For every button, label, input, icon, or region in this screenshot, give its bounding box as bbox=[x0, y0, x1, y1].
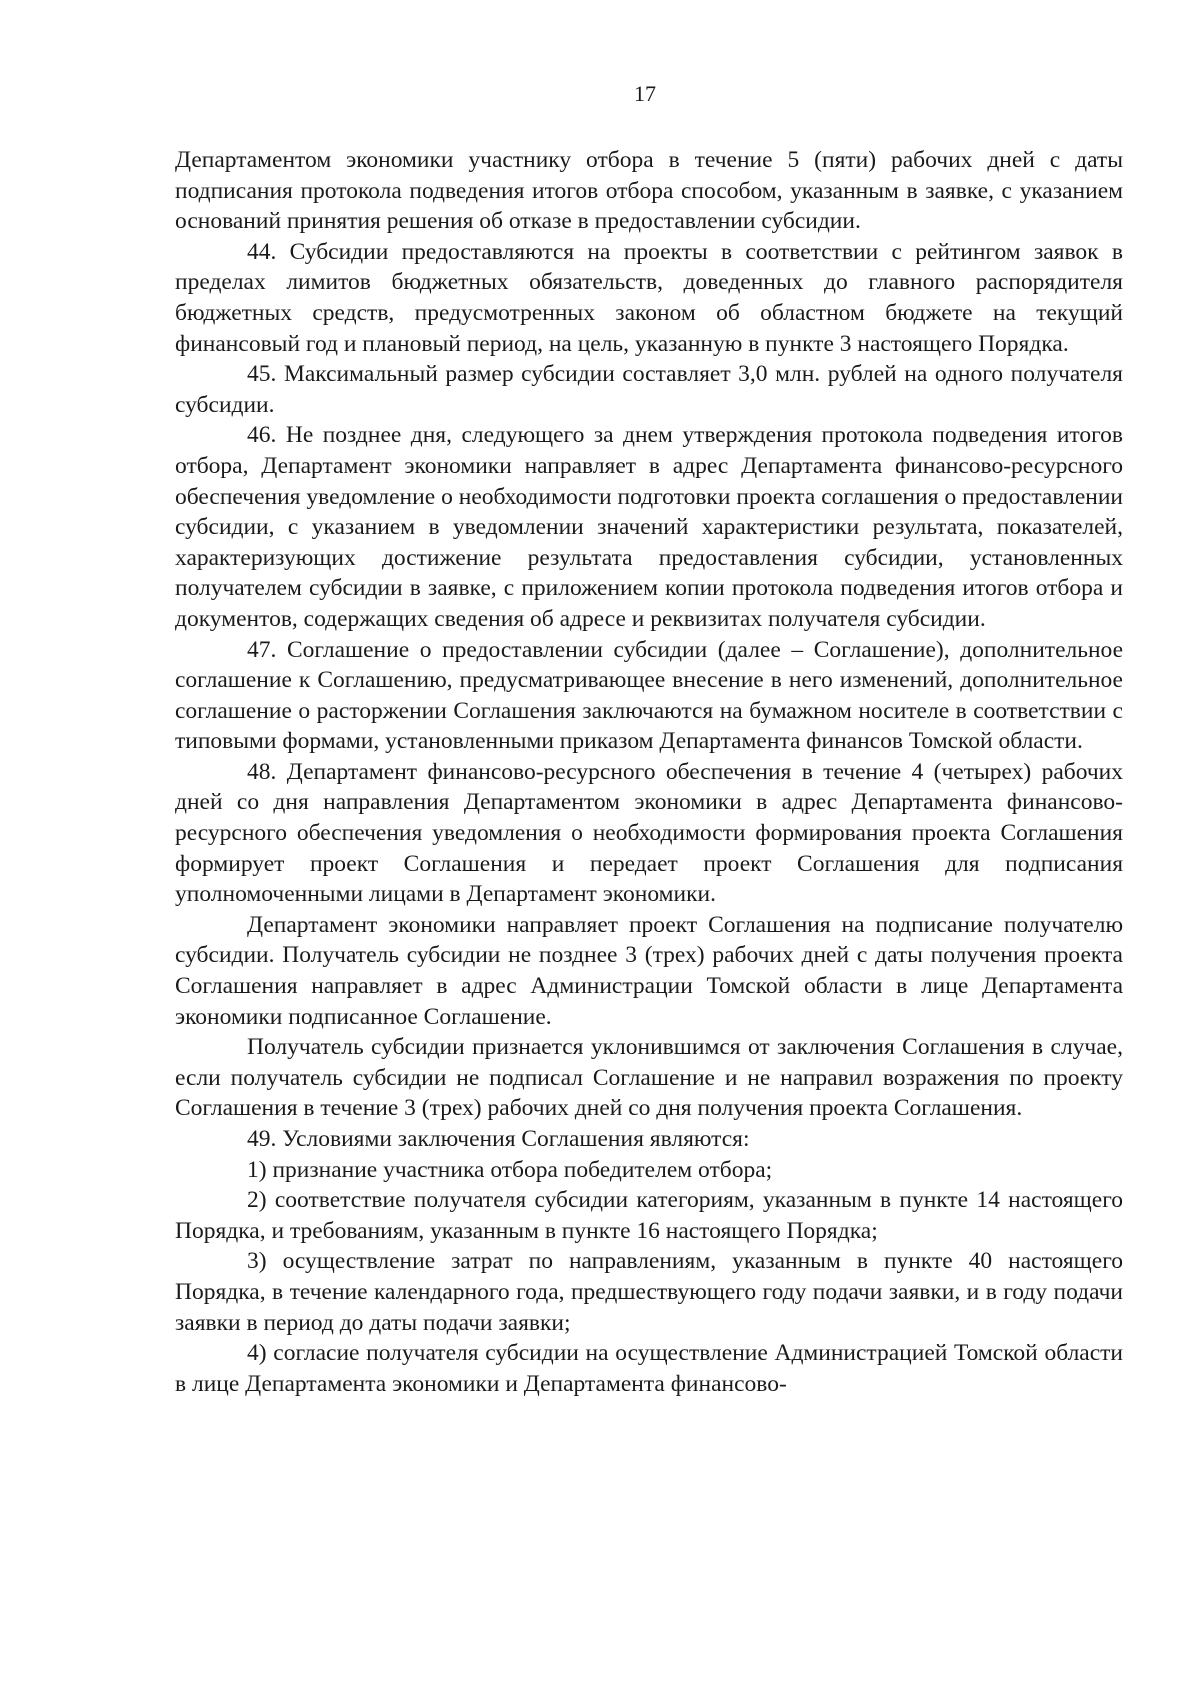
paragraph-48: 48. Департамент финансово-ресурсного обеспечения в течение 4 (четырех) рабочих дней со дня направления Департаментом экономики в адрес Департамента финансово-ресурсного обеспечения уведомления о необходимости формирования проекта Соглашения формирует проект Соглашения и передает проект Соглашения для подписания уполномоченными лицами в Департамент экономики. bbox=[175, 758, 1123, 908]
page-number: 17 bbox=[634, 81, 656, 106]
list-item-3: 3) осуществление затрат по направлениям, указанным в пункте 40 настоящего Порядка, в течение календарного года, предшествующего году подачи заявки, и в году подачи заявки в период до даты подачи заявки; bbox=[175, 1248, 1123, 1336]
list-item-4: 4) согласие получателя субсидии на осуществление Администрацией Томской области в лице Департамента экономики и Департамента финансово- bbox=[175, 1340, 1123, 1397]
paragraph-47: 47. Соглашение о предоставлении субсидии (далее – Соглашение), дополнительное соглашение к Соглашению, предусматривающее внесение в него изменений, дополнительное соглашение о расторжении Соглашения заключаются на бумажном носителе в соответствии с типовыми формами, установленными приказом Департамента финансов Томской области. bbox=[175, 636, 1123, 755]
paragraph-44: 44. Субсидии предоставляются на проекты в соответствии с рейтингом заявок в пределах лимитов бюджетных обязательств, доведенных до главного распорядителя бюджетных средств, предусмотренных законом об областном бюджете на текущий финансовый год и плановый период, на цель, указанную в пункте 3 настоящего Порядка. bbox=[175, 238, 1123, 357]
paragraph-49: 49. Условиями заключения Соглашения являются: bbox=[247, 1126, 750, 1152]
paragraph-48-part-3: Получатель субсидии признается уклонившимся от заключения Соглашения в случае, если получатель субсидии не подписал Соглашение и не направил возражения по проекту Соглашения в течение 3 (трех) рабочих дней со дня получения проекта Соглашения. bbox=[175, 1034, 1123, 1122]
list-item-2: 2) соответствие получателя субсидии категориям, указанным в пункте 14 настоящего Порядка, и требованиям, указанным в пункте 16 настоящего Порядка; bbox=[175, 1187, 1123, 1244]
paragraph-48-part-2: Департамент экономики направляет проект Соглашения на подписание получателю субсидии. Получатель субсидии не позднее 3 (трех) рабочих дней с даты получения проекта Соглашения направляет в адрес Администрации Томской области в лице Департамента экономики подписанное Соглашение. bbox=[175, 911, 1123, 1030]
paragraph-continuation: Департаментом экономики участнику отбора в течение 5 (пяти) рабочих дней с даты подписания протокола подведения итогов отбора способом, указанным в заявке, с указанием оснований принятия решения об отказе в предоставлении субсидии. bbox=[175, 147, 1123, 235]
paragraph-46: 46. Не позднее дня, следующего за днем утверждения протокола подведения итогов отбора, Департамент экономики направляет в адрес Департамента финансово-ресурсного обеспечения уведомление о необходимости подготовки проекта соглашения о предоставлении субсидии, с указанием в уведомлении значений характеристики результата, показателей, характеризующих достижение результата предоставления субсидии, установленных получателем субсидии в заявке, с приложением копии протокола подведения итогов отбора и документов, содержащих сведения об адресе и реквизитах получателя субсидии. bbox=[175, 422, 1123, 632]
list-item-1: 1) признание участника отбора победителем отбора; bbox=[247, 1156, 773, 1183]
document-body bbox=[175, 145, 1123, 1399]
paragraph-45: 45. Максимальный размер субсидии составляет 3,0 млн. рублей на одного получателя субсидии. bbox=[175, 361, 1123, 418]
